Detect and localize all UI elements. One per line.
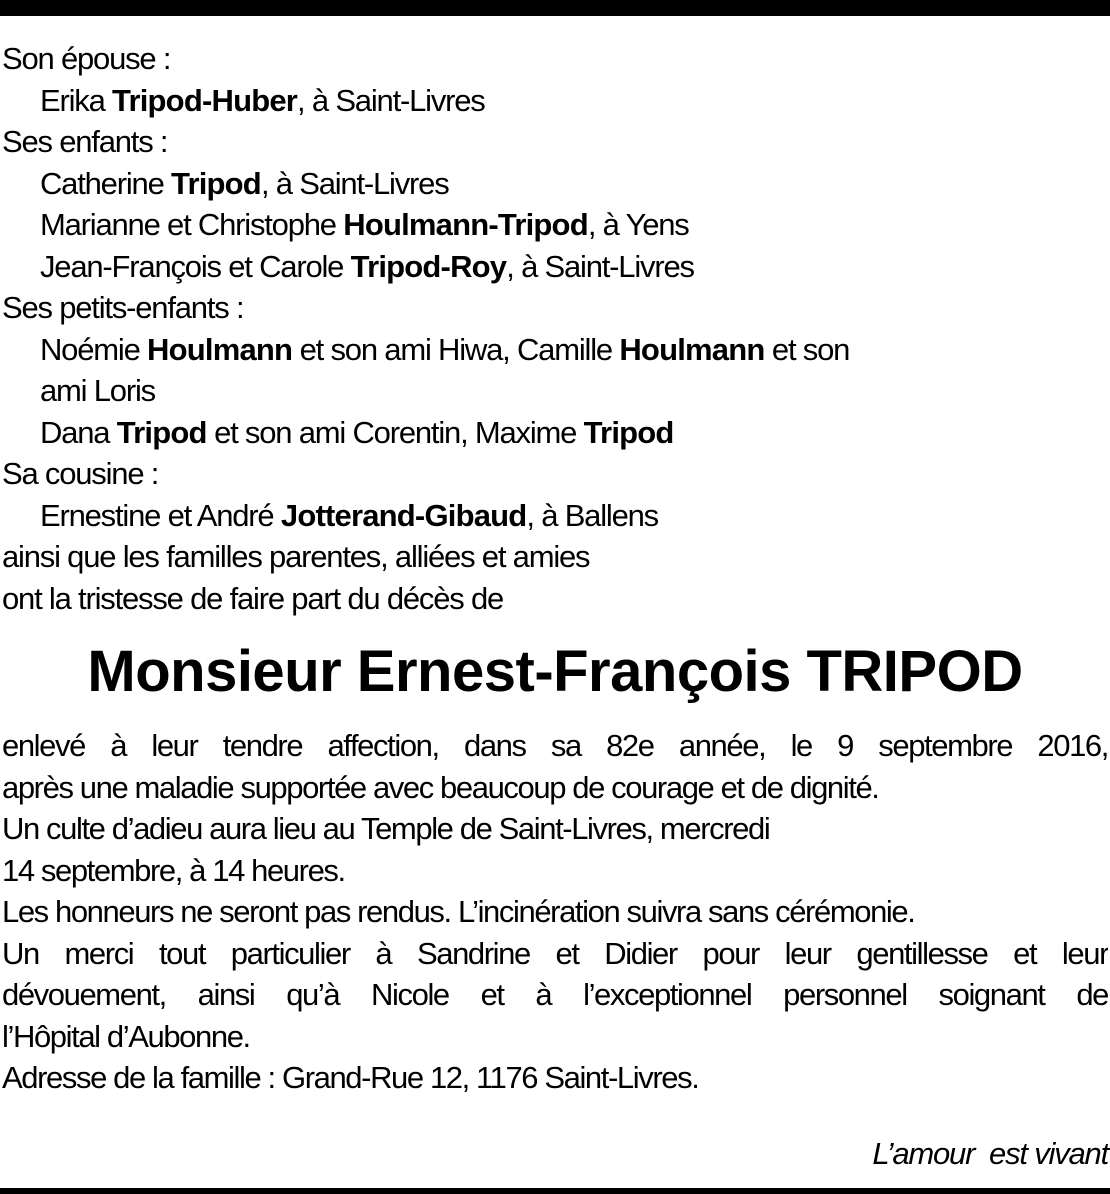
family-entry [2, 329, 1108, 371]
family-entry [2, 204, 1108, 246]
family-heading: Sa cousine : [2, 456, 159, 491]
family-entry [2, 80, 1108, 122]
announcement-line: Un merci tout particulier à Sandrine et Didier pour leur gentillesse et leur [2, 935, 1108, 971]
entry-text: et son ami Corentin, Maxime [206, 414, 584, 450]
entry-text: Ernestine et André [40, 497, 281, 533]
entry-text: , à Saint-Livres [297, 82, 485, 118]
motto: L’amour est vivant [872, 1136, 1108, 1171]
entry-text: Jean-François et Carole [40, 248, 351, 284]
surname: Tripod [116, 414, 207, 450]
entry-text: ami Loris [40, 373, 155, 408]
announcement-line: Les honneurs ne seront pas rendus. L’incinération suivra sans cérémonie. [2, 894, 915, 929]
family-heading: Son épouse : [2, 41, 171, 76]
entry-text: Erika [40, 82, 113, 118]
top-rule [0, 0, 1110, 16]
entry-text: et son [764, 331, 850, 367]
entry-text: et son ami Hiwa, Camille [292, 331, 620, 367]
entry-text: Marianne et Christophe [40, 207, 344, 242]
entry-text: , à Yens [587, 207, 689, 242]
announcement-line: enlevé à leur tendre affection, dans sa 82e année, le 9 septembre 2016, [2, 728, 1108, 763]
family-heading: Ses enfants : [2, 124, 168, 159]
entry-text: , à Ballens [526, 497, 658, 533]
announcement-line: 14 septembre, à 14 heures. [2, 852, 345, 888]
entry-text: , à Saint-Livres [506, 248, 694, 284]
announcement-line: dévouement, ainsi qu’à Nicole et à l’exceptionnel personnel soignant de [2, 977, 1108, 1012]
family-entry [2, 163, 1108, 205]
family-entry [2, 246, 1108, 288]
announcement-line: Adresse de la famille : Grand-Rue 12, 1176 Saint-Livres. [2, 1060, 699, 1095]
announcement-body [2, 725, 1108, 1099]
entry-text: , à Saint-Livres [260, 165, 449, 201]
family-entry [2, 495, 1108, 537]
announcement-line: après une maladie supportée avec beaucoup de courage et de dignité. [2, 769, 879, 805]
family-list [2, 38, 1108, 619]
entry-text: Catherine [40, 165, 172, 201]
deceased-name: Monsieur Ernest-François TRIPOD [87, 639, 1023, 704]
surname: Jotterand-Gibaud [280, 497, 527, 533]
family-heading: ainsi que les familles parentes, alliées et amies [2, 539, 590, 574]
surname: Tripod-Huber [112, 82, 298, 118]
family-heading: ont la tristesse de faire part du décès de [2, 580, 504, 616]
surname: Houlmann-Tripod [343, 207, 588, 242]
entry-text: Noémie [40, 331, 148, 367]
surname: Tripod [583, 414, 674, 450]
bottom-rule [0, 1188, 1110, 1194]
family-heading: Ses petits-enfants : [2, 290, 244, 325]
obituary-notice [2, 38, 1108, 1099]
announcement-line: l’Hôpital d’Aubonne. [2, 1018, 250, 1054]
surname: Houlmann [619, 331, 765, 367]
surname: Tripod [171, 165, 261, 201]
surname: Houlmann [147, 331, 293, 367]
announcement-line: Un culte d’adieu aura lieu au Temple de Saint-Livres, mercredi [2, 811, 770, 846]
family-entry [2, 370, 1108, 412]
entry-text: Dana [40, 414, 117, 450]
surname: Tripod-Roy [350, 248, 507, 284]
family-entry [2, 412, 1108, 454]
